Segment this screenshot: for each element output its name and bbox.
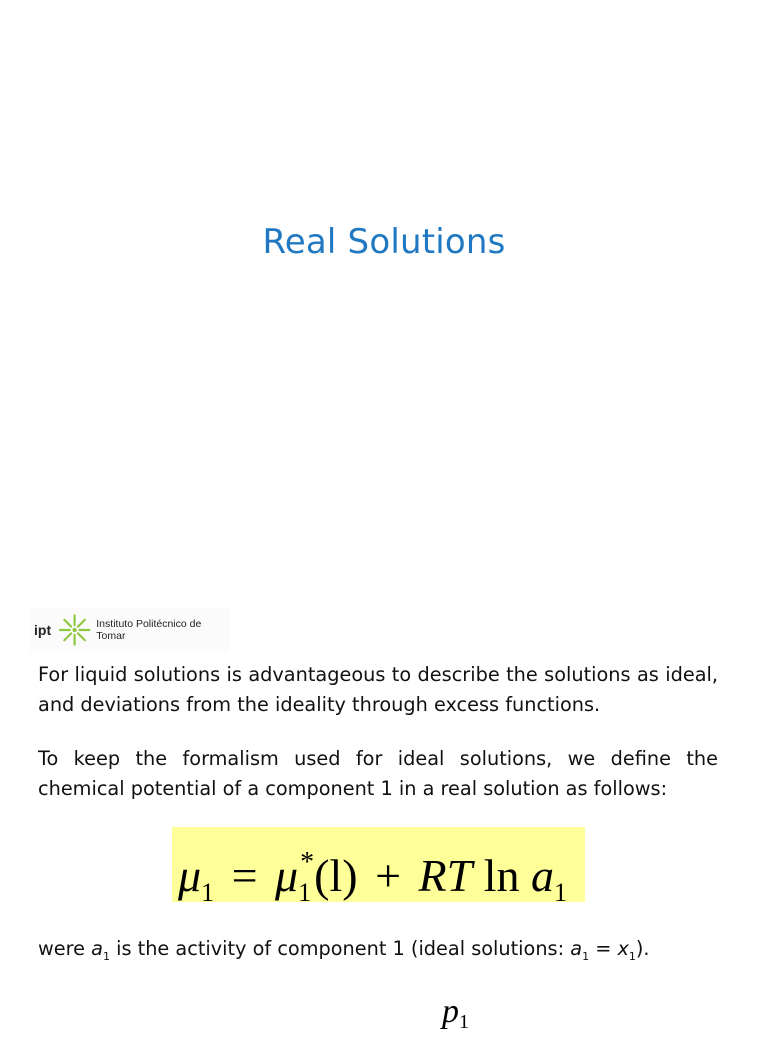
institution-logo — [30, 608, 230, 652]
note-subscript: 1 — [102, 949, 110, 963]
note-activity: a — [91, 937, 103, 960]
note-text: were — [38, 937, 92, 960]
paragraph-chemical-potential: To keep the formalism used for ideal solutions, we define the chemical potential of a component 1 in a real solution as follows: — [38, 747, 718, 800]
note-mole-fraction: x — [617, 937, 629, 960]
chemical-potential-formula — [172, 827, 585, 907]
note-activity: a — [570, 937, 583, 960]
formula-ln: ln — [483, 850, 520, 901]
formula-activity: a — [530, 850, 554, 901]
note-subscript: 1 — [628, 949, 636, 963]
formula-mu-pure: μ — [275, 850, 299, 901]
formula-rt: RT — [418, 850, 473, 901]
formula-subscript: 1 — [201, 878, 215, 907]
formula-mu: μ — [178, 850, 202, 901]
note-text: is the activity of component 1 (ideal solutions: — [109, 937, 571, 960]
paragraph-excess-functions: For liquid solutions is advantageous to describe the solutions as ideal, and deviations from the ideality through excess functions. — [38, 663, 718, 716]
formula-plus: + — [375, 850, 402, 901]
formula-subscript: 1 — [298, 878, 312, 907]
pressure-variable — [442, 992, 469, 1042]
starburst-logo-icon — [57, 612, 92, 648]
slide-title: Real Solutions — [262, 222, 506, 262]
formula-subscript: 1 — [553, 878, 567, 907]
note-subscript: 1 — [582, 949, 590, 963]
logo-institution-name: Instituto Politécnico de Tomar — [96, 618, 202, 642]
formula-star: * — [300, 847, 315, 878]
formula-phase: (l) — [314, 850, 358, 901]
pressure-symbol: p — [442, 993, 459, 1030]
note-text: ). — [635, 937, 650, 960]
formula-equals: = — [231, 850, 258, 901]
logo-abbreviation: ipt — [34, 622, 52, 638]
activity-note — [38, 934, 650, 972]
pressure-subscript: 1 — [459, 1011, 469, 1033]
formula-expression — [178, 833, 567, 923]
note-text: = — [589, 937, 618, 960]
